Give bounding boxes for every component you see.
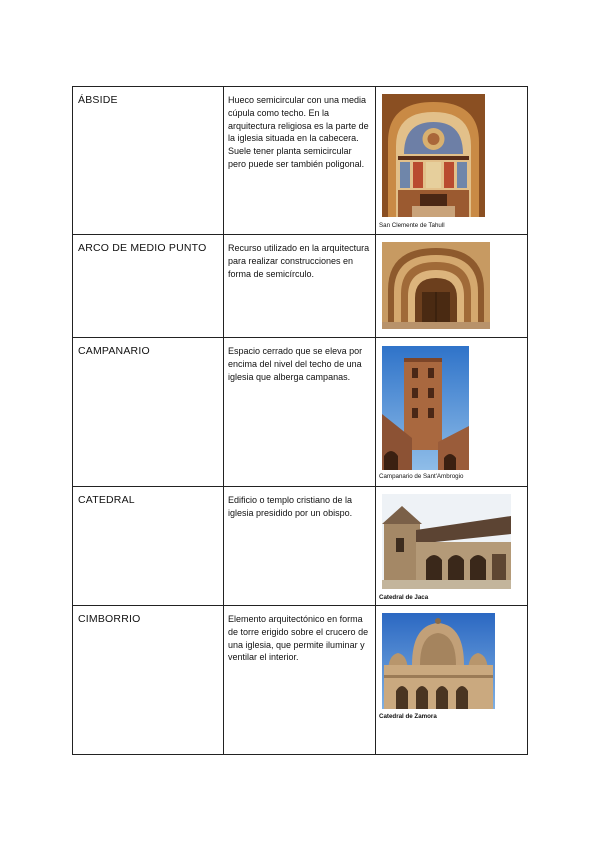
definition-cell	[224, 87, 376, 235]
table-row	[73, 487, 528, 606]
definition-text: Edificio o templo cristiano de la iglesia presidido por un obispo.	[228, 495, 353, 518]
term-cell	[73, 338, 224, 487]
definition-cell	[224, 487, 376, 606]
definition-text: Elemento arquitectónico en forma de torre erigido sobre el crucero de una iglesia, que permite iluminar y ventilar el interior.	[228, 614, 369, 663]
bell-tower-photo	[382, 346, 469, 470]
image-cell	[376, 87, 528, 235]
image-caption: Catedral de Jaca	[379, 594, 429, 601]
table-row	[73, 235, 528, 338]
image-caption: Catedral de Zamora	[379, 713, 437, 720]
cathedral-photo	[382, 494, 511, 589]
definition-text: Hueco semicircular con una media cúpula como techo. En la arquitectura religiosa es la parte de la iglesia situada en la cabecera. Suele tener planta semicircular pero puede ser también poligonal.	[228, 95, 369, 169]
term-cell	[73, 487, 224, 606]
definition-text: Recurso utilizado en la arquitectura para realizar construcciones en forma de semicírculo.	[228, 243, 370, 279]
romanesque-arch-portal-photo	[382, 242, 490, 329]
term-cell	[73, 606, 224, 755]
image-cell	[376, 235, 528, 338]
term-label: ARCO DE MEDIO PUNTO	[78, 242, 207, 254]
image-caption: Campanario de Sant'Ambrogio	[379, 473, 464, 480]
table-row	[73, 606, 528, 755]
definition-cell	[224, 606, 376, 755]
glossary-table	[72, 86, 528, 755]
dome-photo	[382, 613, 495, 709]
image-caption: San Clemente de Tahull	[379, 222, 445, 229]
term-label: CATEDRAL	[78, 494, 135, 506]
definition-cell	[224, 235, 376, 338]
definition-cell	[224, 338, 376, 487]
term-cell	[73, 87, 224, 235]
apse-fresco-photo	[382, 94, 485, 217]
image-cell	[376, 487, 528, 606]
definition-text: Espacio cerrado que se eleva por encima del nivel del techo de una iglesia que alberga campanas.	[228, 346, 363, 382]
image-cell	[376, 606, 528, 755]
table-row	[73, 338, 528, 487]
term-label: CIMBORRIO	[78, 613, 141, 625]
image-cell	[376, 338, 528, 487]
table-row	[73, 87, 528, 235]
term-cell	[73, 235, 224, 338]
term-label: CAMPANARIO	[78, 345, 150, 357]
term-label: ÁBSIDE	[78, 94, 118, 106]
